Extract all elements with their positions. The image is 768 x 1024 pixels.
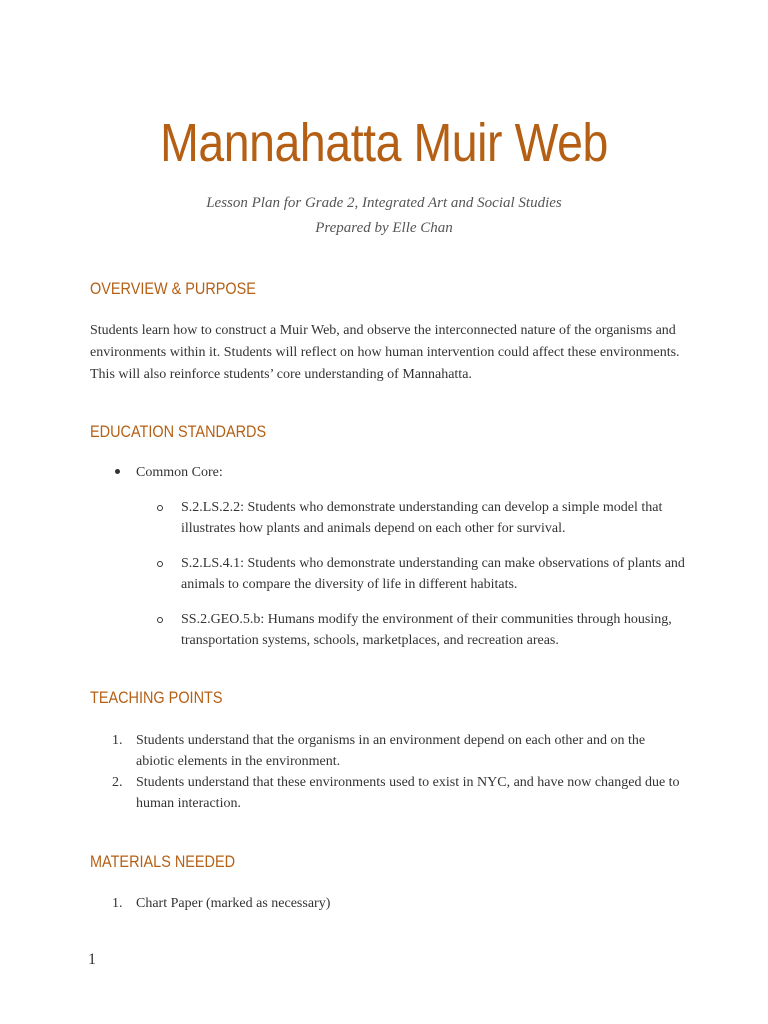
teaching-point-item <box>136 730 645 772</box>
overview-line: Students learn how to construct a Muir Web, and observe the interconnected nature of the organisms and <box>90 323 676 338</box>
document-subtitle: Lesson Plan for Grade 2, Integrated Art and Social Studies <box>206 195 562 211</box>
page-number: 1 <box>88 951 96 968</box>
standard-item <box>181 609 672 651</box>
list-number: 1. <box>112 733 123 748</box>
overview-line: environments within it. Students will reflect on how human intervention could affect these environments. <box>90 345 680 360</box>
standard-item-line: S.2.LS.2.2: Students who demonstrate understanding can develop a simple model that <box>181 500 663 515</box>
bullet-circle <box>157 617 163 623</box>
standard-item-line: SS.2.GEO.5.b: Humans modify the environment of their communities through housing, <box>181 612 672 627</box>
material-item: Chart Paper (marked as necessary) <box>136 896 331 911</box>
teaching-point-item <box>136 772 680 814</box>
overview-heading: OVERVIEW & PURPOSE <box>90 279 256 298</box>
bullet-circle <box>157 505 163 511</box>
list-number: 1. <box>112 896 123 911</box>
document-author: Prepared by Elle Chan <box>315 220 453 236</box>
standard-item-line: animals to compare the diversity of life in different habitats. <box>181 577 518 592</box>
teaching-point-line: abiotic elements in the environment. <box>136 754 341 769</box>
document-title: Mannahatta Muir Web <box>160 113 608 173</box>
overview-paragraph <box>90 320 690 386</box>
standard-item-line: transportation systems, schools, marketplaces, and recreation areas. <box>181 633 559 648</box>
bullet-circle <box>157 561 163 567</box>
standard-item <box>181 497 662 539</box>
standard-item-line: S.2.LS.4.1: Students who demonstrate understanding can make observations of plants and <box>181 556 685 571</box>
bullet-dot <box>115 469 120 474</box>
overview-line: This will also reinforce students’ core understanding of Mannahatta. <box>90 367 472 382</box>
teaching-point-line: human interaction. <box>136 796 241 811</box>
teaching-points-heading: TEACHING POINTS <box>90 688 223 707</box>
teaching-point-line: Students understand that the organisms in an environment depend on each other and on the <box>136 733 646 748</box>
standard-item <box>181 553 685 595</box>
standards-heading: EDUCATION STANDARDS <box>90 422 267 441</box>
list-number: 2. <box>112 775 123 790</box>
standards-group-label: Common Core: <box>136 465 223 480</box>
standard-item-line: illustrates how plants and animals depend on each other for survival. <box>181 521 566 536</box>
materials-heading: MATERIALS NEEDED <box>90 852 236 871</box>
teaching-point-line: Students understand that these environments used to exist in NYC, and have now changed due to <box>136 775 680 790</box>
